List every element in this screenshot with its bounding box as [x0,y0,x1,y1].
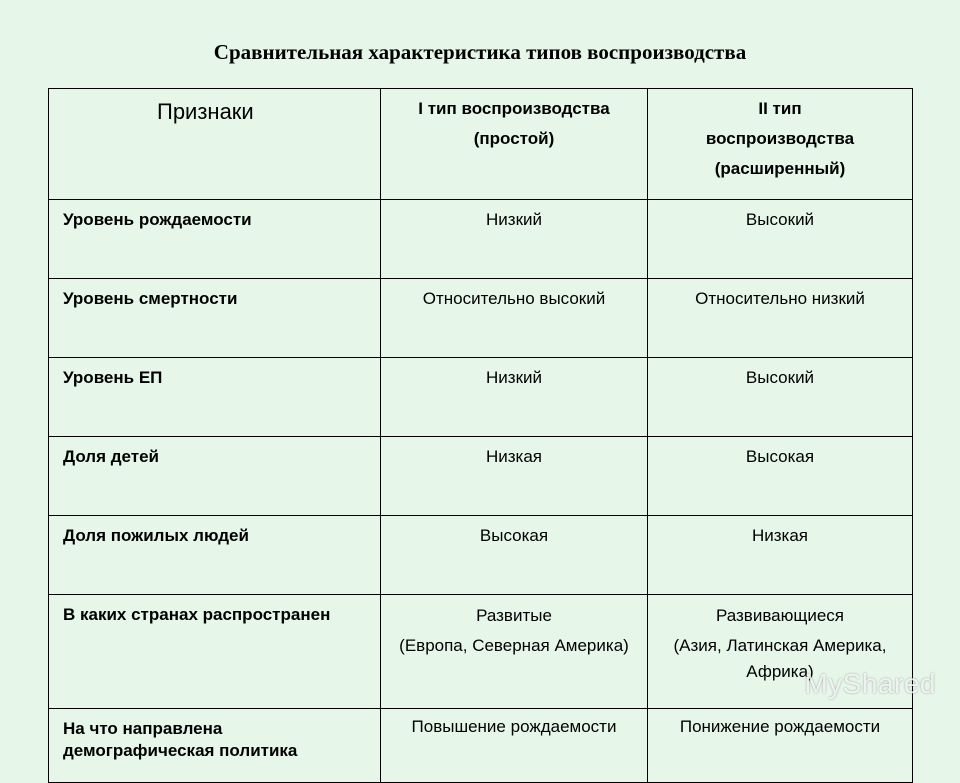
table-row [49,358,913,437]
type1-cell: Относительно высокий [381,279,648,358]
header-type1-line1: I тип воспроизводства [418,99,610,118]
type1-cell: Низкий [381,358,648,437]
feature-cell: Уровень смертности [49,279,381,358]
table-header-row [49,89,913,200]
watermark-logo: MyShared [804,668,936,699]
header-type1 [381,89,648,200]
table-row [49,279,913,358]
feature-cell: Уровень ЕП [49,358,381,437]
table-row [49,437,913,516]
type1-cell: Низкая [381,437,648,516]
type2-cell: Высокая [648,437,913,516]
type2-cell: Высокий [648,358,913,437]
type2-cell [648,595,913,709]
table-row [49,516,913,595]
header-type2-line3: (расширенный) [714,159,846,178]
type2-cell-line2: (Азия, Латинская Америка, Африка) [673,636,887,681]
type1-cell: Низкий [381,200,648,279]
feature-cell: Доля детей [49,437,381,516]
feature-cell: Доля пожилых людей [49,516,381,595]
header-type2-line2: воспроизводства [705,129,855,148]
type2-cell-line1: Развивающиеся [715,606,845,625]
comparison-table [48,88,913,783]
type2-cell: Понижение рождаемости [648,709,913,783]
header-features: Признаки [49,89,381,200]
header-type2-line1: II тип [758,99,802,118]
type2-cell: Относительно низкий [648,279,913,358]
feature-cell: Уровень рождаемости [49,200,381,279]
type1-cell-line2: (Европа, Северная Америка) [399,636,629,655]
table-row [49,595,913,709]
table-row [49,200,913,279]
type1-cell [381,595,648,709]
type2-cell: Низкая [648,516,913,595]
type1-cell-line1: Развитые [476,606,552,625]
header-type1-line2: (простой) [473,129,555,148]
feature-cell: На что направлена демографическая политика [49,709,381,783]
header-type2 [648,89,913,200]
page-title: Сравнительная характеристика типов воспроизводства [213,40,747,64]
type1-cell: Высокая [381,516,648,595]
feature-cell: В каких странах распространен [49,595,381,709]
type2-cell: Высокий [648,200,913,279]
type1-cell: Повышение рождаемости [381,709,648,783]
